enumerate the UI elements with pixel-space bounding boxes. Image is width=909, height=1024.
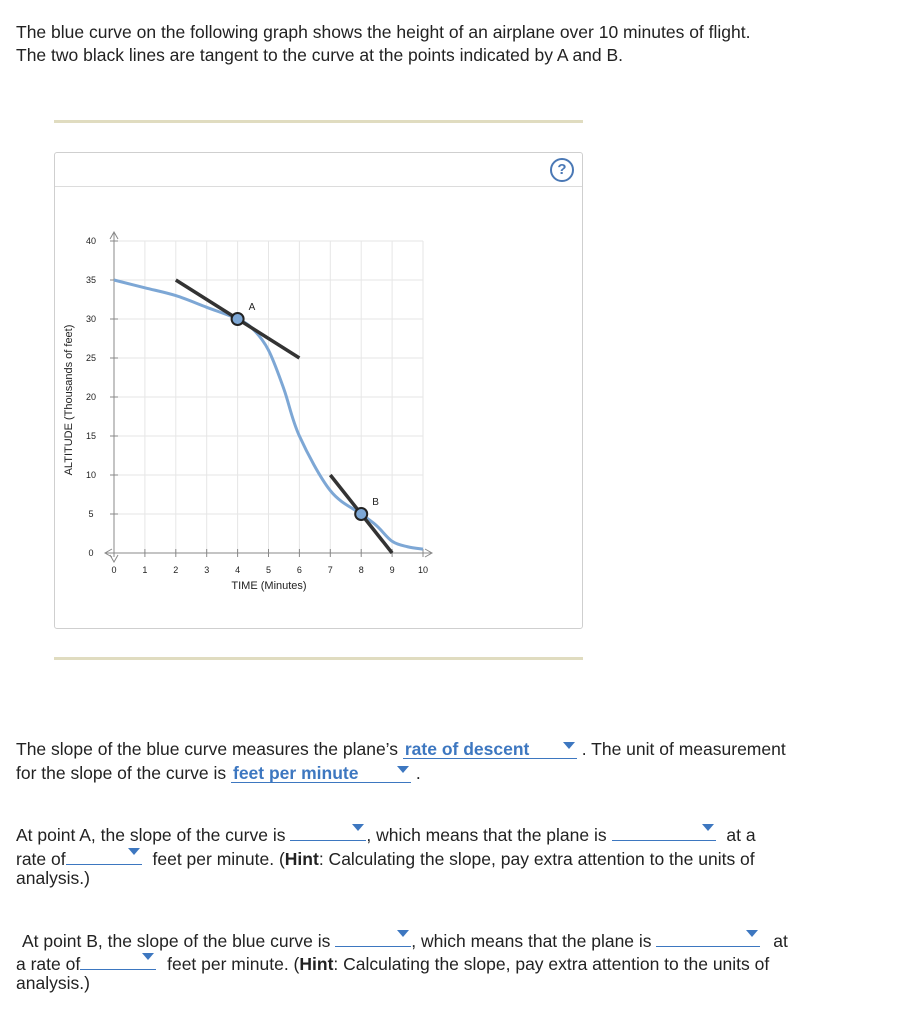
- y-tick-label: 0: [88, 548, 94, 558]
- q3-text-c: at: [773, 931, 788, 951]
- chevron-down-icon: [128, 848, 140, 855]
- q3-text-d: a rate of: [16, 954, 81, 974]
- rate-b-dropdown[interactable]: [80, 949, 156, 970]
- y-tick-label: 35: [85, 275, 97, 285]
- y-tick-label: 30: [85, 314, 97, 324]
- dropdown-selected: rate of descent: [404, 739, 530, 759]
- q2-text-c: at a: [726, 825, 756, 845]
- q1-line-1: [16, 738, 786, 761]
- intro-line-2: The two black lines are tangent to the curve at the points indicated by A and B.: [16, 45, 624, 65]
- q2-line-3: analysis.): [16, 868, 90, 888]
- q2-text-a: At point A, the slope of the curve is: [16, 825, 286, 845]
- q2-text-f: : Calculating the slope, pay extra attention to the units of: [318, 849, 755, 869]
- x-tick-label: 9: [389, 565, 395, 575]
- x-tick-label: 1: [142, 565, 148, 575]
- chevron-down-icon: [397, 930, 409, 937]
- help-icon[interactable]: ?: [550, 158, 574, 182]
- chevron-down-icon: [352, 824, 364, 831]
- hint-label: Hint: [299, 954, 334, 974]
- q3-text-e: feet per minute. (: [167, 954, 300, 974]
- x-tick-label: 10: [417, 565, 429, 575]
- q1-line-2: [16, 762, 421, 785]
- x-tick-label: 0: [111, 565, 117, 575]
- q2-text-b: , which means that the plane is: [366, 825, 607, 845]
- dropdown-selected: feet per minute: [233, 763, 359, 783]
- q3-text-f: : Calculating the slope, pay extra attention to the units of: [333, 954, 770, 974]
- y-tick-label: 5: [88, 509, 94, 519]
- point-b: [355, 508, 367, 520]
- q2-text-e: feet per minute. (: [152, 849, 285, 869]
- point-label-a: A: [248, 302, 256, 313]
- x-axis-label: TIME (Minutes): [231, 580, 307, 592]
- chevron-down-icon: [702, 824, 714, 831]
- x-tick-label: 6: [296, 565, 302, 575]
- q2-text-d: rate of: [16, 849, 66, 869]
- x-tick-label: 3: [204, 565, 210, 575]
- q2-line-1: [16, 820, 756, 847]
- q3-line-3: analysis.): [16, 973, 90, 993]
- plane-state-b-dropdown[interactable]: [656, 926, 760, 947]
- q1-text-d: .: [415, 763, 421, 783]
- x-tick-label: 8: [358, 565, 364, 575]
- y-tick-label: 20: [85, 392, 97, 402]
- bottom-divider: [54, 657, 583, 660]
- q3-line-2: [16, 949, 769, 976]
- y-axis-label: ALTITUDE (Thousands of feet): [63, 324, 75, 476]
- q1-text-c: for the slope of the curve is: [16, 763, 227, 783]
- intro-line-1: The blue curve on the following graph shows the height of an airplane over 10 minutes of flight.: [16, 22, 751, 42]
- hint-label: Hint: [284, 849, 319, 869]
- x-tick-label: 4: [235, 565, 241, 575]
- point-a: [232, 313, 244, 325]
- plane-state-a-dropdown[interactable]: [612, 820, 716, 841]
- y-tick-label: 15: [85, 431, 97, 441]
- tangent-points: [232, 302, 380, 520]
- slope-b-dropdown[interactable]: [335, 926, 411, 947]
- y-tick-label: 40: [85, 236, 97, 246]
- q2-line-2: [16, 844, 755, 871]
- slope-a-dropdown[interactable]: [290, 820, 366, 841]
- point-label-b: B: [372, 497, 379, 508]
- q3-text-a: At point B, the slope of the blue curve is: [22, 931, 331, 951]
- rate-of-descent-dropdown[interactable]: [403, 738, 577, 759]
- q3-text-b: , which means that the plane is: [411, 931, 652, 951]
- x-tick-label: 2: [173, 565, 179, 575]
- y-tick-label: 25: [85, 353, 97, 363]
- q1-text-a: The slope of the blue curve measures the plane’s: [16, 739, 398, 759]
- q1-text-b: . The unit of measurement: [581, 739, 786, 759]
- unit-dropdown[interactable]: [231, 762, 411, 783]
- chevron-down-icon: [397, 766, 409, 773]
- chevron-down-icon: [142, 953, 154, 960]
- rate-a-dropdown[interactable]: [66, 844, 142, 865]
- x-tick-label: 7: [327, 565, 333, 575]
- y-tick-label: 10: [85, 470, 97, 480]
- x-tick-label: 5: [265, 565, 272, 575]
- chevron-down-icon: [746, 930, 758, 937]
- chevron-down-icon: [563, 742, 575, 749]
